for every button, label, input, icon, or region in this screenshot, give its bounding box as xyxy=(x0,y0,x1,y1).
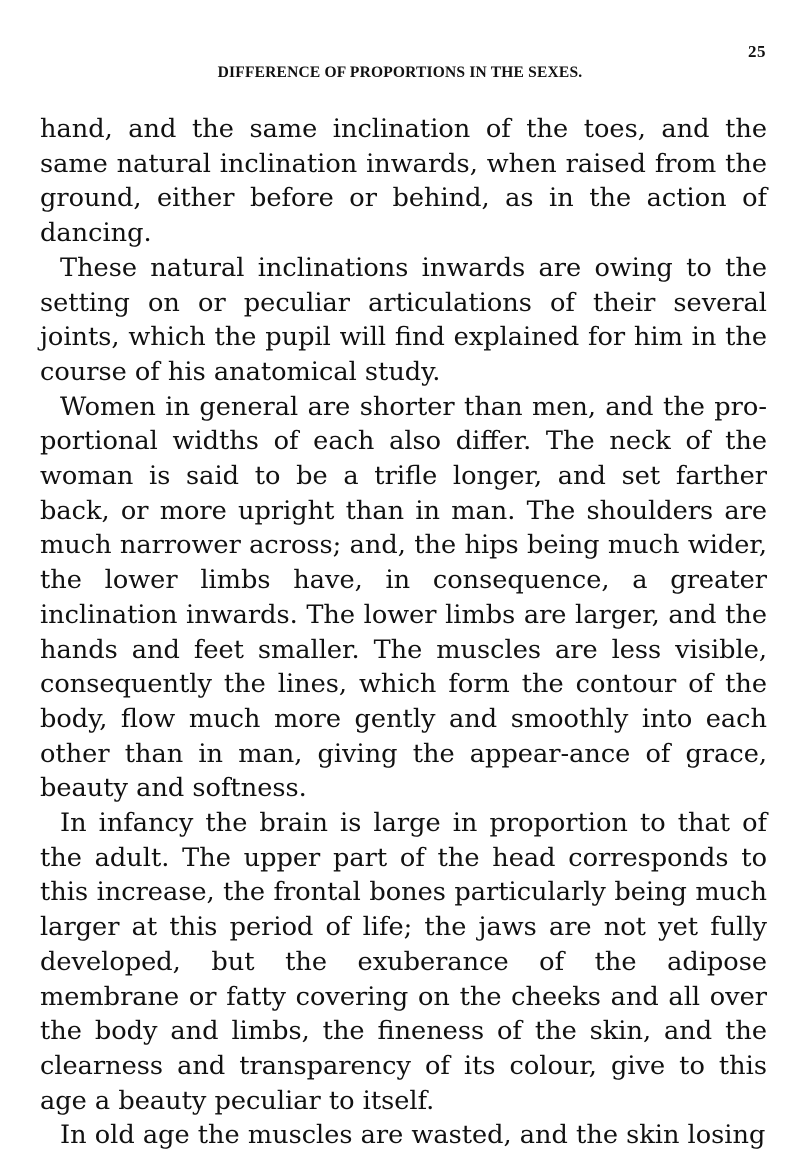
running-head: DIFFERENCE OF PROPORTIONS IN THE SEXES. xyxy=(217,64,583,81)
paragraph-natural-inclinations: These natural inclinations inwards are owing to the setting on or peculiar articulations of their several joints, which the pupil will find explained for him in the course of his anatomical study. xyxy=(40,252,767,387)
paragraph-women-proportions: Women in general are shorter than men, and the proportional widths of each also differ. The neck of the woman is said to be a trifle longer, and set farther back, or more upright than in man. The shoulders are much narrower across; and, the hips being much wider, the lower limbs have, in consequence, a greater inclination inwards. The lower limbs are larger, and the hands and feet smaller. The muscles are less visible, consequently the lines, which form the contour of the body, flow much more gently and smoothly into each other than in man, giving the appear-ance of grace, beauty and softness. xyxy=(40,391,767,804)
page-number: 25 xyxy=(748,42,766,61)
body-text xyxy=(40,112,767,1153)
paragraph-old-age: In old age the muscles are wasted, and the skin losing xyxy=(60,1120,766,1151)
paragraph-continuation: hand, and the same inclination of the toes, and the same natural inclination inwards, when raised from the ground, either before or behind, as in the action of dancing. xyxy=(40,114,767,249)
paragraph-infancy: In infancy the brain is large in proportion to that of the adult. The upper part of the head corresponds to this increase, the frontal bones particularly being much larger at this period of life; the jaws are not yet fully developed, but the exuberance of the adipose membrane or fatty covering on the cheeks and all over the body and limbs, the fineness of the skin, and the clearness and transparency of its colour, give to this age a beauty peculiar to itself. xyxy=(40,808,767,1116)
